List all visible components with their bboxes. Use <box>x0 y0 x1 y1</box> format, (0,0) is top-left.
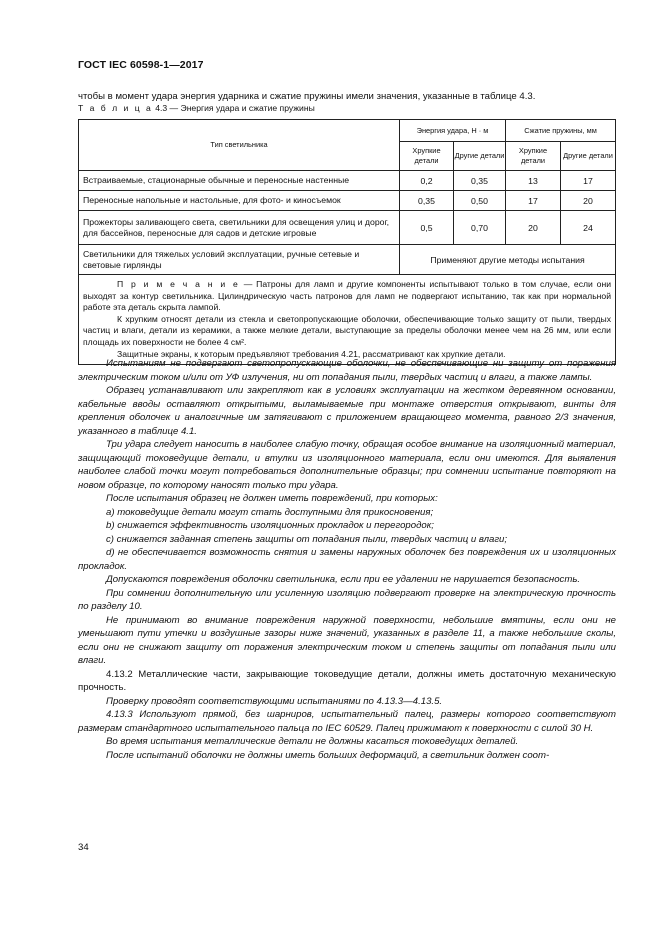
note-p3: Защитные экраны, к которым предъявляют требования 4.21, рассматривают как хрупкие детали. <box>117 348 506 359</box>
body-paragraph: b) снижается эффективность изоляционных прокладок и перегородок; <box>106 520 434 531</box>
table-caption <box>78 103 315 113</box>
header-energy: Энергия удара, Н · м <box>400 120 506 142</box>
note-p1: — Патроны для ламп и другие компоненты испытывают только в том случае, если они выходят за контур светильника. Цилиндрическую часть патронов для ламп не подвергают испытанию, так как при нормальной работе эта деталь скрыта лампой. <box>83 279 612 313</box>
table-caption-number: 4.3 <box>155 103 168 113</box>
cell-value: 0,50 <box>454 191 506 211</box>
table-row <box>79 171 616 191</box>
cell-value: 17 <box>506 191 561 211</box>
table-row <box>79 245 616 275</box>
page-number: 34 <box>78 842 89 853</box>
body-paragraph: При сомнении дополнительную или усиленную изоляцию подвергают проверке на электрическую прочность по разделу 10. <box>78 587 616 612</box>
table-caption-title: — Энергия удара и сжатие пружины <box>169 103 315 113</box>
energy-table <box>78 119 616 365</box>
header-other-energy: Другие детали <box>454 142 506 171</box>
body-paragraph: Допускаются повреждения оболочки светильника, если при ее удалении не нарушается безопасность. <box>106 574 581 585</box>
body-paragraph: Образец устанавливают или закрепляют как в условиях эксплуатации на жестком деревянном основании, кабельные вводы оставляют открытыми, выламываемые при монтаже отверстия открывают, винты для крепления оболочек и аналогичные им затягивают с приложением вращающего момента, равного 2/3 значения, указанного в таблице 4.1. <box>78 385 616 437</box>
note-p2: К хрупким относят детали из стекла и светопропускающие оболочки, обеспечивающие только защиту от пыли, твердых частиц и влаги, детали из керамики, а также мелкие детали, выступающие за пределы оболочки менее чем на 26 мм, или если площадь их поверхности не более 4 см². <box>83 313 611 347</box>
table-row <box>79 211 616 245</box>
note-head: П р и м е ч а н и е <box>117 279 240 289</box>
body-paragraph: d) не обеспечивается возможность снятия и замены наружных оболочек без повреждения их и изоляционных прокладок. <box>78 547 616 572</box>
body-paragraph: Три удара следует наносить в наиболее слабую точку, обращая особое внимание на изоляционный материал, защищающий токоведущие детали, и втулки из изоляционного материала, если они имеются. Для выявления наиболее слабой точки могут потребоваться дополнительные образцы; при сомнении испытание повторяют на новом образце, по которому наносят только три удара. <box>78 439 616 491</box>
document-header: ГОСТ IEC 60598-1—2017 <box>78 59 204 71</box>
cell-value: 20 <box>506 211 561 245</box>
cell-value: 17 <box>561 171 616 191</box>
body-paragraph: После испытаний оболочки не должны иметь больших деформаций, а светильник должен соот- <box>106 749 550 761</box>
cell-value: 24 <box>561 211 616 245</box>
intro-text: чтобы в момент удара энергия ударника и сжатие пружины имели значения, указанные в таблице 4.3. <box>78 91 536 102</box>
cell-value: 13 <box>506 171 561 191</box>
body-text <box>78 357 616 762</box>
clause-4-13-2: 4.13.2 Металлические части, закрывающие токоведущие детали, должны иметь достаточную механическую прочность. <box>78 668 616 693</box>
table-caption-label: Т а б л и ц а <box>78 103 153 113</box>
cell-span: Применяют другие методы испытания <box>400 245 616 275</box>
body-paragraph: Испытаниям не подвергают светопропускающие оболочки, не обеспечивающие ни защиту от поражения электрическим током и/или от УФ излучения, ни от попадания пыли, твердых частиц и влаги, а также лампы. <box>78 358 616 383</box>
clause-4-13-3: 4.13.3 Используют прямой, без шарниров, испытательный палец, размеры которого соответствуют размерам стандартного испытательного пальца по IEC 60529. Палец прижимают к поверхности с силой 30 Н. <box>78 709 616 734</box>
cell-value: 0,35 <box>400 191 454 211</box>
cell-value: 0,70 <box>454 211 506 245</box>
header-fragile-energy: Хрупкие детали <box>400 142 454 171</box>
header-compression: Сжатие пружины, мм <box>506 120 616 142</box>
body-paragraph: c) снижается заданная степень защиты от попадания пыли, твердых частиц и влаги; <box>106 533 508 545</box>
body-paragraph: a) токоведущие детали могут стать доступными для прикосновения; <box>106 506 434 518</box>
body-paragraph: Не принимают во внимание повреждения наружной поверхности, небольшие вмятины, если они не уменьшают пути утечки и воздушные зазоры ниже значений, указанных в разделе 11, а также небольшие сколы, если они не снижают защиту от поражения электрическим током и степень защиты от попадания пыли или влаги. <box>78 614 616 666</box>
row-name: Встраиваемые, стационарные обычные и переносные настенные <box>79 171 400 191</box>
body-paragraph: После испытания образец не должен иметь повреждений, при которых: <box>106 493 438 504</box>
body-paragraph: Проверку проводят соответствующими испытаниями по 4.13.3—4.13.5. <box>106 695 443 707</box>
cell-value: 0,35 <box>454 171 506 191</box>
row-name: Переносные напольные и настольные, для фото- и киносъемок <box>79 191 400 211</box>
body-paragraph: Во время испытания металлические детали не должны касаться токоведущих деталей. <box>106 736 519 747</box>
cell-value: 0,2 <box>400 171 454 191</box>
cell-value: 20 <box>561 191 616 211</box>
row-name: Прожекторы заливающего света, светильники для освещения улиц и дорог, для бассейнов, переносные для садов и детские игровые <box>79 211 400 245</box>
header-other-compression: Другие детали <box>561 142 616 171</box>
header-type: Тип светильника <box>79 120 400 171</box>
header-fragile-compression: Хрупкие детали <box>506 142 561 171</box>
row-name: Светильники для тяжелых условий эксплуатации, ручные сетевые и световые гирлянды <box>79 245 400 275</box>
table-row <box>79 191 616 211</box>
table-note <box>79 275 616 365</box>
cell-value: 0,5 <box>400 211 454 245</box>
